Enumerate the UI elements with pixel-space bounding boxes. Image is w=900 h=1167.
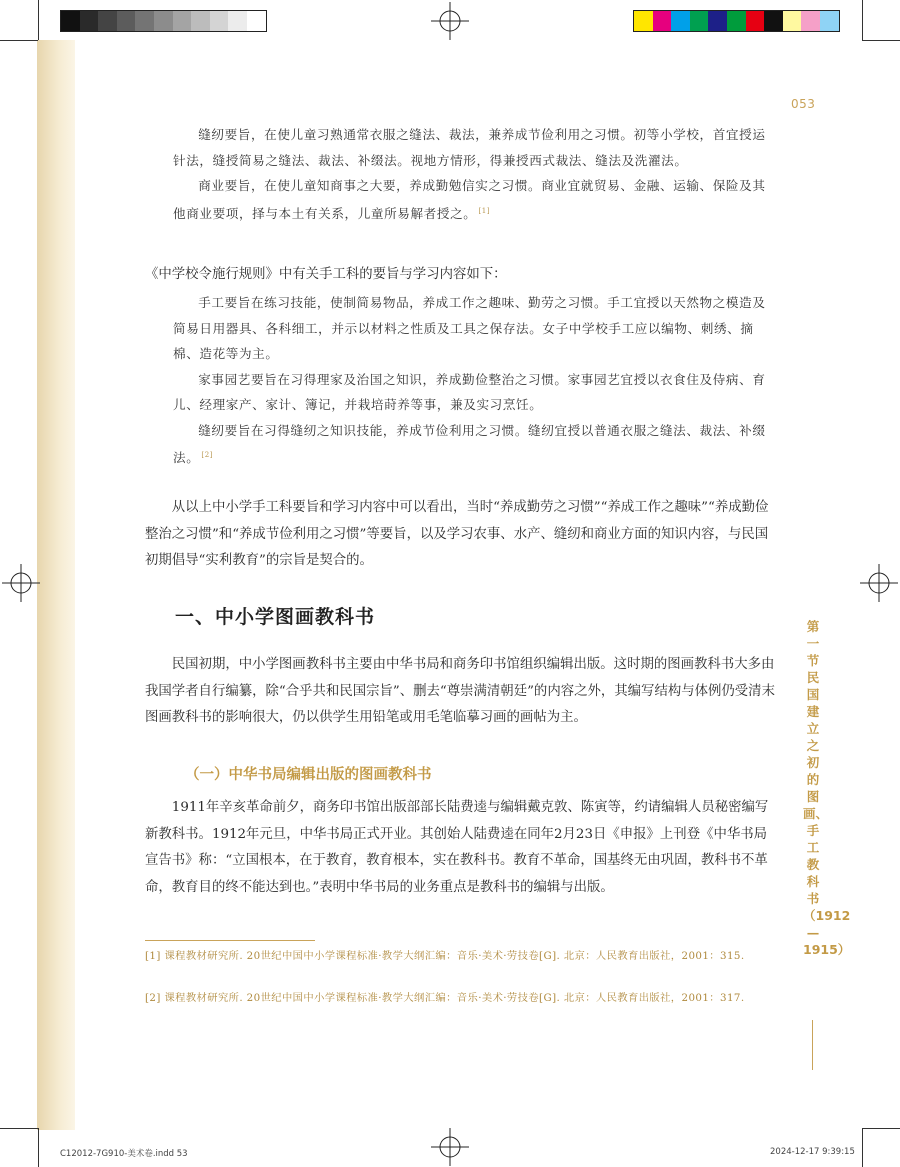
color-calibration-bar <box>633 10 840 32</box>
book-spine-shading <box>37 40 75 1130</box>
quote-paragraph: 缝纫要旨，在使儿童习熟通常衣服之缝法、裁法，兼养成节俭利用之习惯。初等小学校，首宜授运针法，缝授简易之缝法、裁法、补缀法。视地方情形，得兼授西式裁法、缝法及洗濯法。 <box>173 127 766 168</box>
crop-mark <box>862 0 863 40</box>
quote-block-middle-school <box>173 290 773 471</box>
registration-mark-icon <box>431 2 469 40</box>
registration-mark-icon <box>860 564 898 602</box>
side-running-title: 第一节 民国建立之初的图画、手工教科书（1912—1915） <box>803 619 851 957</box>
intro-line: 《中学校令施行规则》中有关手工科的要旨与学习内容如下： <box>145 267 507 282</box>
crop-mark <box>862 1128 900 1129</box>
subsection-heading: （一）中华书局编辑出版的图画教科书 <box>185 767 432 783</box>
section-heading: 一、中小学图画教科书 <box>175 606 376 628</box>
footnote-ref[interactable]: [1] <box>478 206 491 215</box>
registration-mark-icon <box>431 1128 469 1166</box>
footnote-ref[interactable]: [2] <box>201 451 214 459</box>
slug-timestamp: 2024-12-17 9:39:15 <box>770 1147 855 1157</box>
quote-paragraph <box>173 418 773 471</box>
slug-file-info: C12012-7G910-美术卷.indd 53 <box>60 1149 188 1159</box>
registration-mark-icon <box>2 564 40 602</box>
crop-mark <box>862 1128 863 1167</box>
quote-block-sewing-commerce <box>173 122 773 226</box>
footnote-divider <box>145 940 315 941</box>
quote-text: 商业要旨，在使儿童知商事之大要，养成勤勉信实之习惯。商业宜就贸易、金融、运输、保险及其他商业要项，择与本土有关系，儿童所易解者授之。 <box>173 178 766 221</box>
page-number: 053 <box>791 97 816 111</box>
quote-paragraph: 手工要旨在练习技能，使制简易物品，养成工作之趣味、勤劳之习惯。手工宜授以天然物之模造及简易日用器具、各科细工，并示以材料之性质及工具之保存法。女子中学校手工应以编物、刺绣、摘棉、造花等为主。 <box>173 295 766 361</box>
footnote: [2] 课程教材研究所. 20世纪中国中小学课程标准·教学大纲汇编：音乐·美术·劳技卷[G]. 北京：人民教育出版社，2001：317. <box>145 992 745 1004</box>
grayscale-calibration-bar <box>60 10 267 32</box>
summary-paragraph: 从以上中小学手工科要旨和学习内容中可以看出，当时“养成勤劳之习惯”“养成工作之趣味”“养成勤俭整治之习惯”和“养成节俭利用之习惯”等要旨，以及学习农事、水产、缝纫和商业方面的知识内容，与民国初期倡导“实利教育”的宗旨是契合的。 <box>145 500 769 568</box>
quote-text: 缝纫要旨在习得缝纫之知识技能，养成节俭利用之习惯。缝纫宜授以普通衣服之缝法、裁法、补缀法。 <box>173 422 766 466</box>
crop-mark <box>38 0 39 40</box>
crop-mark <box>38 1128 39 1167</box>
body-paragraph: 民国初期，中小学图画教科书主要由中华书局和商务印书馆组织编辑出版。这时期的图画教科书大多由我国学者自行编纂，除“合乎共和民国宗旨”、删去“尊崇满清朝廷”的内容之外，其编写结构与体例仍受清末图画教科书的影响很大，仍以供学生用铅笔或用毛笔临摹习画的画帖为主。 <box>145 657 775 725</box>
side-rule <box>812 1020 813 1070</box>
quote-paragraph <box>173 173 773 226</box>
quote-paragraph: 家事园艺要旨在习得理家及治国之知识，养成勤俭整治之习惯。家事园艺宜授以衣食住及侍病、育儿、经理家产、家计、簿记，并栽培莳养等事，兼及实习烹饪。 <box>173 371 766 412</box>
body-paragraph: 1911年辛亥革命前夕，商务印书馆出版部部长陆费逵与编辑戴克敦、陈寅等，约请编辑人员秘密编写新教科书。1912年元旦，中华书局正式开业。其创始人陆费逵在同年2月23日《申报》上刊登《中华书局宣告书》称：“立国根本，在于教育，教育根本，实在教科书。教育不革命，国基终无由巩固，教科书不革命，教育目的终不能达到也。”表明中华书局的业务重点是教科书的编辑与出版。 <box>145 800 769 895</box>
crop-mark <box>862 40 900 41</box>
crop-mark <box>0 40 38 41</box>
footnote: [1] 课程教材研究所. 20世纪中国中小学课程标准·教学大纲汇编：音乐·美术·劳技卷[G]. 北京：人民教育出版社，2001：315. <box>145 950 745 962</box>
crop-mark <box>0 1128 38 1129</box>
